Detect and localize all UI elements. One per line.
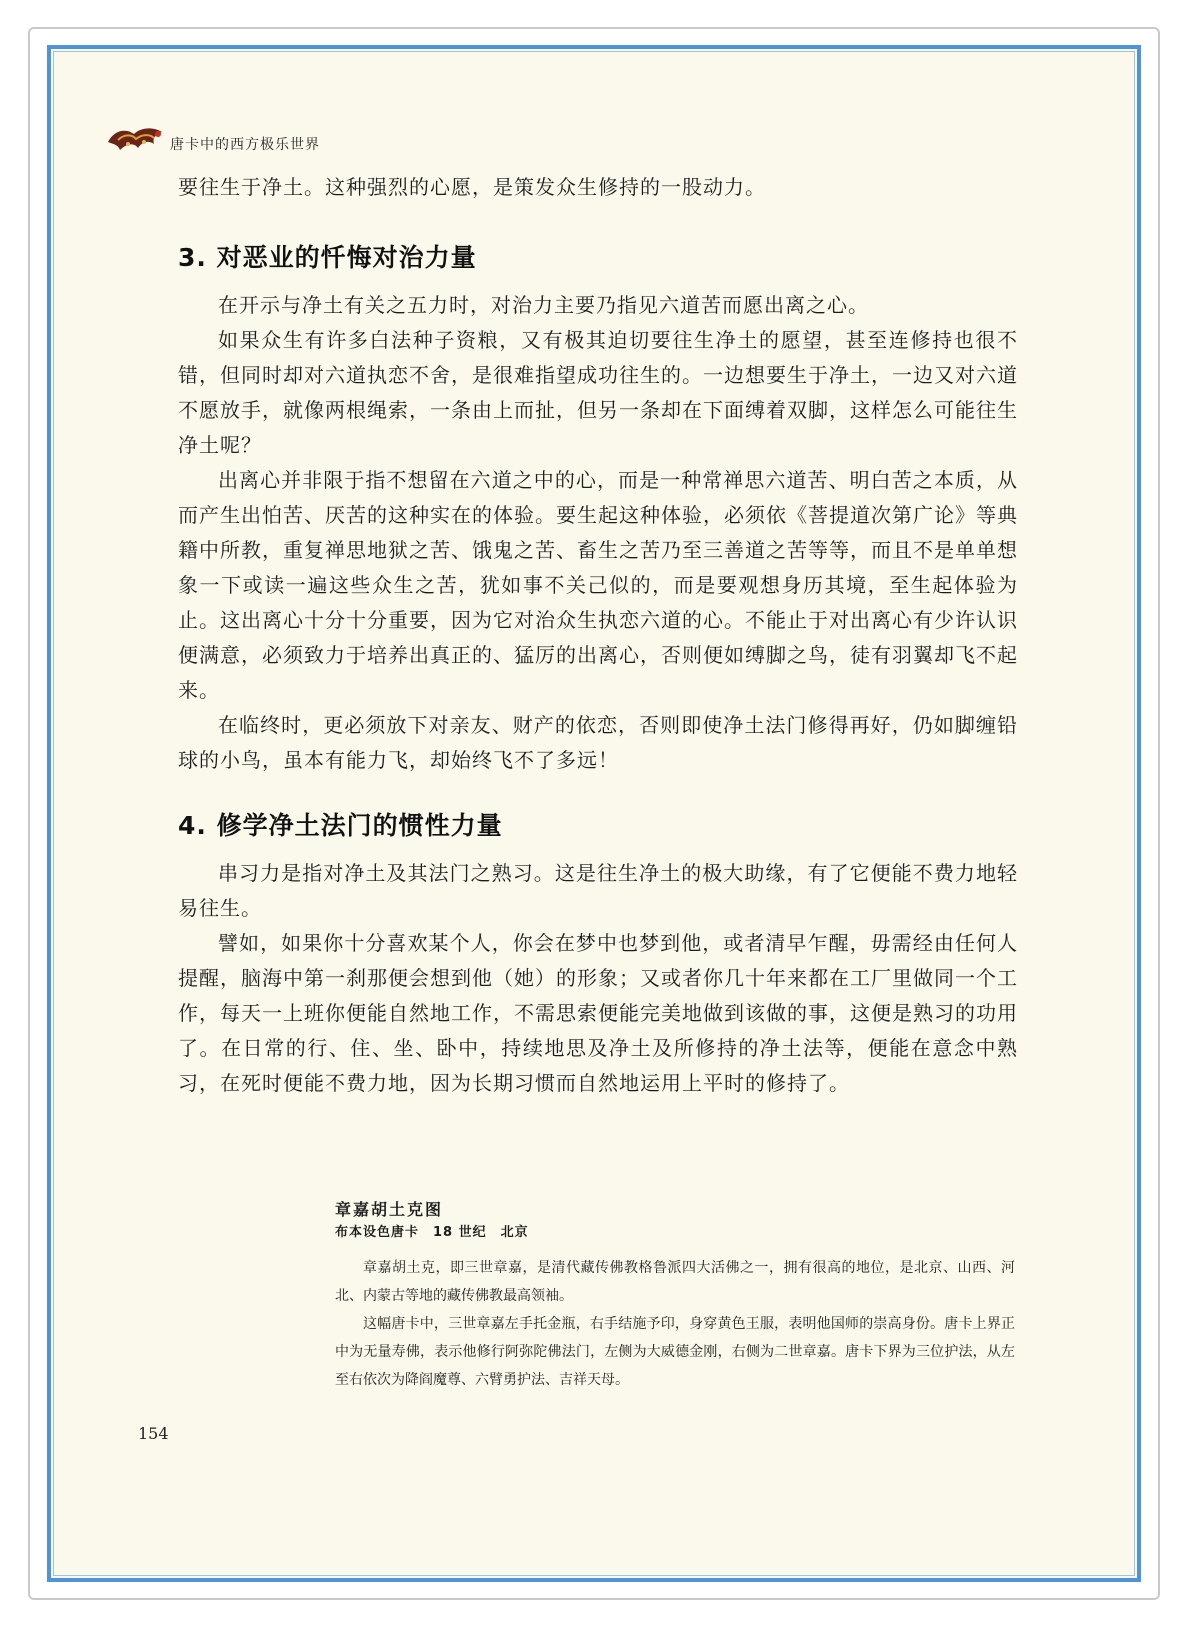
section-3-heading: 3. 对恶业的忏悔对治力量 (178, 243, 477, 272)
section-3-paragraph: 如果众生有许多白法种子资粮，又有极其迫切要往生净土的愿望，甚至连修持也很不错，但同时却对六道执恋不舍，是很难指望成功往生的。一边想要生于净土，一边又对六道不愿放手，就像两根绳索，一条由上而扯，但另一条却在下面缚着双脚，这样怎么可能往生净土呢？ (178, 328, 1018, 457)
intro-line: 要往生于净土。这种强烈的心愿，是策发众生修持的一股动力。 (178, 175, 766, 199)
caption-title: 章嘉胡土克图 (335, 1200, 444, 1219)
header-title: 唐卡中的西方极乐世界 (170, 137, 320, 153)
caption-paragraph: 章嘉胡土克，即三世章嘉，是清代藏传佛教格鲁派四大活佛之一，拥有很高的地位，是北京、山西、河北、内蒙古等地的藏传佛教最高领袖。 (335, 1260, 1015, 1304)
section-3-paragraph: 在开示与净土有关之五力时，对治力主要乃指见六道苦而愿出离之心。 (218, 293, 869, 317)
section-3-paragraph: 在临终时，更必须放下对亲友、财产的依恋，否则即使净土法门修得再好，仍如脚缠铅球的小鸟，虽本有能力飞，却始终飞不了多远！ (178, 713, 1018, 772)
intro-paragraph (178, 170, 1018, 205)
section-4-body (178, 856, 1018, 1101)
section-4-heading: 4. 修学净土法门的惯性力量 (178, 811, 503, 840)
section-3-paragraph: 出离心并非限于指不想留在六道之中的心，而是一种常禅思六道苦、明白苦之本质，从而产生出怕苦、厌苦的这种实在的体验。要生起这种体验，必须依《菩提道次第广论》等典籍中所教，重复禅思地狱之苦、饿鬼之苦、畜生之苦乃至三善道之苦等等，而且不是单单想象一下或读一遍这些众生之苦，犹如事不关己似的，而是要观想身历其境，至生起体验为止。这出离心十分十分重要，因为它对治众生执恋六道的心。不能止于对出离心有少许认识便满意，必须致力于培养出真正的、猛厉的出离心，否则便如缚脚之鸟，徒有羽翼却飞不起来。 (178, 468, 1018, 702)
dragon-logo-icon (104, 122, 170, 156)
section-3-body (178, 288, 1018, 778)
caption-body (335, 1254, 1015, 1394)
caption-subtitle: 布本设色唐卡 18 世纪 北京 (335, 1225, 529, 1240)
section-4-paragraph: 串习力是指对净土及其法门之熟习。这是往生净土的极大助缘，有了它便能不费力地轻易往生。 (178, 861, 1018, 920)
section-4-paragraph: 譬如，如果你十分喜欢某个人，你会在梦中也梦到他，或者清早乍醒，毋需经由任何人提醒，脑海中第一刹那便会想到他（她）的形象；又或者你几十年来都在工厂里做同一个工作，每天一上班你便能自然地工作，不需思索便能完美地做到该做的事，这便是熟习的功用了。在日常的行、住、坐、卧中，持续地思及净土及所修持的净土法等，便能在意念中熟习，在死时便能不费力地，因为长期习惯而自然地运用上平时的修持了。 (178, 931, 1018, 1095)
page-number: 154 (138, 1424, 169, 1443)
figure-caption (335, 1198, 1015, 1394)
caption-paragraph: 这幅唐卡中，三世章嘉左手托金瓶，右手结施予印，身穿黄色王服，表明他国师的崇高身份。唐卡上界正中为无量寿佛，表示他修行阿弥陀佛法门，左侧为大威德金刚，右侧为二世章嘉。唐卡下界为三位护法，从左至右依次为降阎魔尊、六臂勇护法、吉祥天母。 (335, 1316, 1015, 1388)
